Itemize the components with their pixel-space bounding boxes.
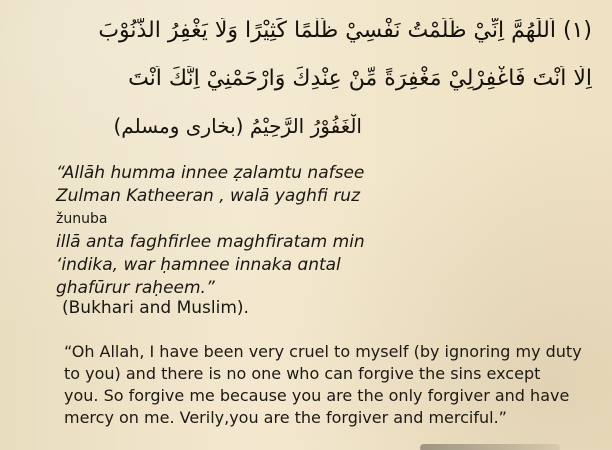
transliteration-line-1: “Allāh humma innee ẓalamtu nafsee bbox=[56, 163, 365, 183]
page-bottom-shadow bbox=[420, 444, 560, 450]
english-translation bbox=[64, 341, 604, 429]
transliteration-line-5: ‘indika, war ḥamnee innaka ɑntal bbox=[56, 255, 341, 275]
transliteration-line-2: Zulman Katheeran , walā yaghfi ruz bbox=[56, 186, 360, 206]
hadith-reference: (Bukhari and Muslim). bbox=[62, 298, 249, 318]
translation-line-3: you. So forgive me because you are the only forgiver and have bbox=[64, 386, 570, 405]
translation-line-4: mercy on me. Verily,you are the forgiver and merciful.” bbox=[64, 408, 507, 427]
arabic-line-2: اِلَّا اَنْتَ فَاغْفِرْلِيْ مَغْفِرَةً مِّنْ عِنْدِكَ وَارْحَمْنِيْ اِنَّكَ اَنْتَ bbox=[128, 66, 592, 91]
arabic-line-1: (١) اَللّٰهُمَّ اِنِّيْ ظَلَمْتُ نَفْسِيْ ظُلْمًا كَثِيْرًا وَلَا يَغْفِرُ الذُّنُوْبَ bbox=[98, 18, 592, 43]
transliteration-line-4: illā anta faghfirlee maghfiratam min bbox=[56, 232, 365, 252]
translation-line-2: to you) and there is no one who can forgive the sins except bbox=[64, 364, 541, 383]
transliteration-line-6: ghafūrur raḥeem.” bbox=[56, 278, 215, 298]
translation-line-1: “Oh Allah, I have been very cruel to myself (by ignoring my duty bbox=[64, 342, 582, 361]
arabic-line-3: الْغَفُوْرُ الرَّحِيْمُ (بخاری ومسلم) bbox=[113, 114, 362, 138]
transliteration-line-3: žunuba bbox=[56, 211, 108, 227]
transliteration-block bbox=[56, 162, 576, 300]
